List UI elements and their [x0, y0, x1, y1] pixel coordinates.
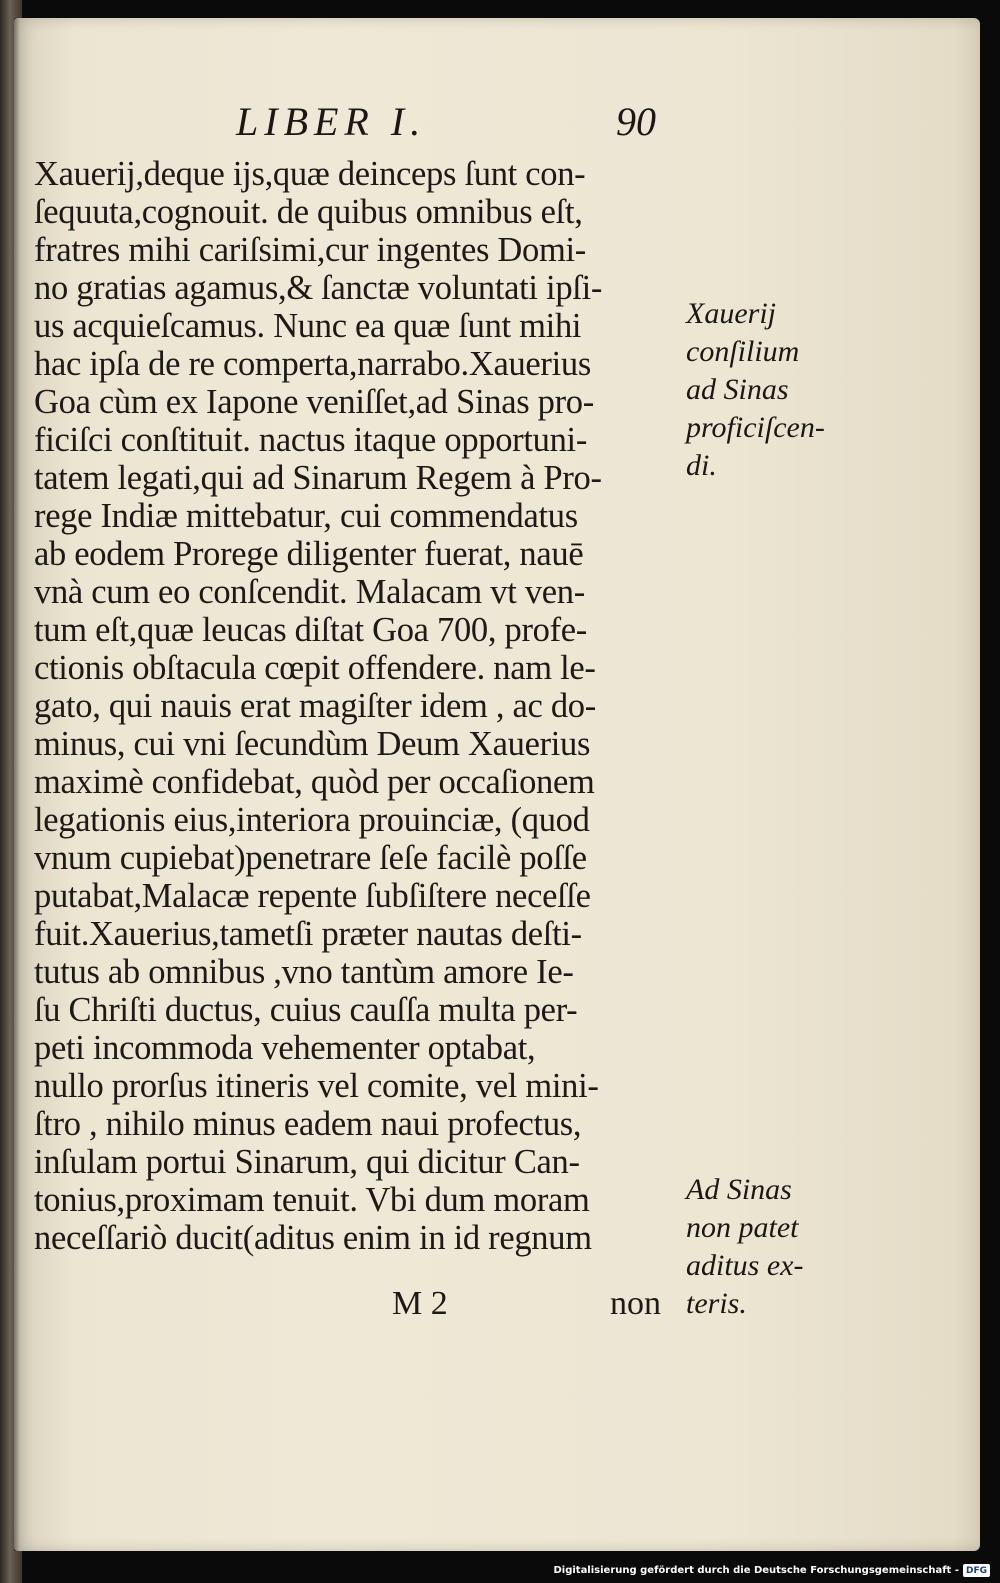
- text-line: fratres mihi cariſsimi,cur ingentes Domi-: [34, 231, 586, 269]
- margin-note-line: ad Sinas: [686, 373, 789, 406]
- text-line: no gratias agamus,& ſanctæ voluntati ipſi-: [34, 269, 603, 307]
- signature-mark: M 2: [392, 1285, 448, 1322]
- text-line: ctionis obſtacula cœpit offendere. nam le-: [34, 649, 596, 687]
- text-line: tonius,proximam tenuit. Vbi dum moram: [34, 1181, 590, 1219]
- text-line: fuit.Xauerius,tametſi præter nautas deſti-: [34, 915, 582, 953]
- text-line: tatem legati,qui ad Sinarum Regem à Pro-: [34, 459, 602, 497]
- text-line: ab eodem Prorege diligenter fuerat, nauē: [34, 535, 584, 573]
- margin-note-line: Ad Sinas: [686, 1173, 792, 1206]
- text-line: ſequuta,cognouit. de quibus omnibus eſt,: [34, 193, 583, 231]
- page-gutter-shadow: [14, 18, 20, 1551]
- margin-note-line: teris.: [686, 1287, 747, 1320]
- text-line: nullo prorſus itineris vel comite, vel mini-: [34, 1067, 599, 1105]
- text-line: tutus ab omnibus ,vno tantùm amore Ie-: [34, 953, 574, 991]
- page-number: 90: [616, 99, 656, 144]
- text-line: vnum cupiebat)penetrare ſeſe facilè poſſe: [34, 839, 587, 877]
- text-line: ficiſci conſtituit. nactus itaque opportuni-: [34, 421, 588, 459]
- text-line: ſu Chriſti ductus, cuius cauſſa multa per-: [34, 991, 578, 1029]
- margin-note-line: aditus ex-: [686, 1249, 804, 1282]
- text-line: ſtro , nihilo minus eadem naui profectus,: [34, 1105, 582, 1143]
- text-line: minus, cui vni ſecundùm Deum Xauerius: [34, 725, 591, 763]
- text-line: maximè confidebat, quòd per occaſionem: [34, 763, 595, 801]
- text-line: vnà cum eo conſcendit. Malacam vt ven-: [34, 573, 585, 611]
- margin-note-line: di.: [686, 449, 717, 482]
- margin-note-line: non patet: [686, 1211, 799, 1244]
- margin-note-line: Xauerij: [686, 297, 776, 330]
- catchword: non: [610, 1285, 661, 1322]
- margin-note-line: conſilium: [686, 335, 800, 368]
- text-line: tum eſt,quæ leucas diſtat Goa 700, profe-: [34, 611, 587, 649]
- text-line: putabat,Malacæ repente ſubſiſtere neceſſe: [34, 877, 591, 915]
- margin-note-line: proficiſcen-: [686, 411, 825, 444]
- text-line: inſulam portui Sinarum, qui dicitur Can-: [34, 1143, 580, 1181]
- text-line: Xauerij,deque ijs,quæ deinceps ſunt con-: [34, 155, 586, 193]
- text-line: peti incommoda vehementer optabat,: [34, 1029, 536, 1067]
- text-line: Goa cùm ex Iapone veniſſet,ad Sinas pro-: [34, 383, 594, 421]
- text-line: rege Indiæ mittebatur, cui commendatus: [34, 497, 578, 535]
- text-line: legationis eius,interiora prouinciæ, (quod: [34, 801, 590, 839]
- text-line: neceſſariò ducit(aditus enim in id regnum: [34, 1219, 592, 1257]
- credit-text: Digitalisierung gefördert durch die Deutsche Forschungsgemeinschaft -: [553, 1565, 959, 1576]
- text-line: gato, qui nauis erat magiſter idem , ac do-: [34, 687, 596, 725]
- text-line: hac ipſa de re comperta,narrabo.Xauerius: [34, 345, 591, 383]
- dfg-logo-icon: DFG: [963, 1564, 990, 1577]
- running-title: LIBER I.: [236, 99, 427, 144]
- text-line: us acquieſcamus. Nunc ea quæ ſunt mihi: [34, 307, 582, 345]
- digitization-credit: [553, 1562, 990, 1579]
